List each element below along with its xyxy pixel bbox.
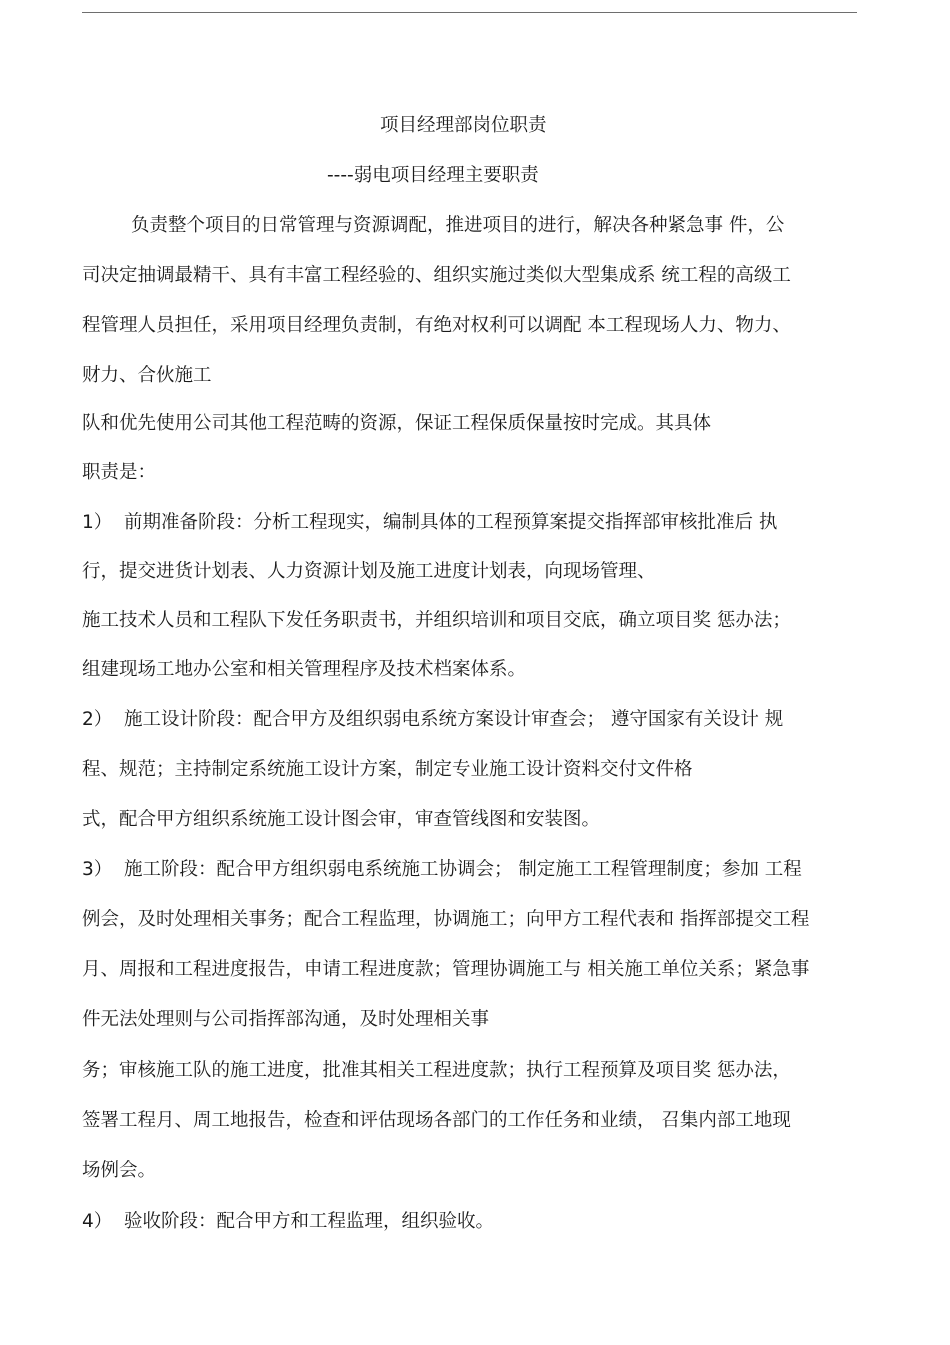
item-line: 例会，及时处理相关事务；配合工程监理，协调施工；向甲方工程代表和 指挥部提交工程: [82, 909, 810, 930]
item-line: 签署工程月、周工地报告，检查和评估现场各部门的工作任务和业绩， 召集内部工地现: [82, 1110, 791, 1131]
item-text: 施工设计阶段：配合甲方及组织弱电系统方案设计审查会； 遵守国家有关设计 规: [124, 709, 784, 730]
item-line: 件无法处理则与公司指挥部沟通，及时处理相关事: [82, 1009, 490, 1030]
item-number: 1）: [82, 512, 113, 533]
item-line: 施工技术人员和工程队下发任务职责书，并组织培训和项目交底，确立项目奖 惩办法；: [82, 610, 791, 631]
list-item-1: [82, 511, 777, 535]
intro-line: 财力、合伙施工: [82, 365, 212, 386]
document-subtitle: ----弱电项目经理主要职责: [327, 165, 539, 186]
item-line: 月、周报和工程进度报告，申请工程进度款；管理协调施工与 相关施工单位关系；紧急事: [82, 959, 810, 980]
item-text: 前期准备阶段：分析工程现实，编制具体的工程预算案提交指挥部审核批准后 执: [124, 512, 778, 533]
item-number: 2）: [82, 709, 113, 730]
intro-line: 队和优先使用公司其他工程范畴的资源，保证工程保质保量按时完成。其具体: [82, 413, 712, 434]
intro-line: 负责整个项目的日常管理与资源调配，推进项目的进行，解决各种紧急事 件，公: [131, 215, 785, 236]
intro-line: 程管理人员担任，采用项目经理负责制，有绝对权利可以调配 本工程现场人力、物力、: [82, 315, 791, 336]
item-line: 组建现场工地办公室和相关管理程序及技术档案体系。: [82, 659, 527, 680]
item-number: 4）: [82, 1211, 113, 1232]
list-item-2: [82, 708, 783, 732]
item-line: 式，配合甲方组织系统施工设计图会审，审查管线图和安装图。: [82, 809, 601, 830]
item-line: 务；审核施工队的施工进度，批准其相关工程进度款；执行工程预算及项目奖 惩办法，: [82, 1060, 791, 1081]
item-text: 施工阶段：配合甲方组织弱电系统施工协调会； 制定施工工程管理制度；参加 工程: [124, 859, 802, 880]
item-line: 场例会。: [82, 1160, 157, 1181]
list-item-4: [82, 1210, 494, 1234]
item-number: 3）: [82, 859, 113, 880]
list-item-3: [82, 858, 802, 882]
item-text: 验收阶段：配合甲方和工程监理，组织验收。: [124, 1211, 495, 1232]
item-line: 行，提交进货计划表、人力资源计划及施工进度计划表，向现场管理、: [82, 561, 656, 582]
intro-line: 职责是：: [82, 462, 157, 483]
intro-line: 司决定抽调最精干、具有丰富工程经验的、组织实施过类似大型集成系 统工程的高级工: [82, 265, 791, 286]
header-rule: [82, 12, 857, 13]
item-line: 程、规范；主持制定系统施工设计方案，制定专业施工设计资料交付文件格: [82, 759, 693, 780]
document-title: 项目经理部岗位职责: [380, 115, 547, 136]
